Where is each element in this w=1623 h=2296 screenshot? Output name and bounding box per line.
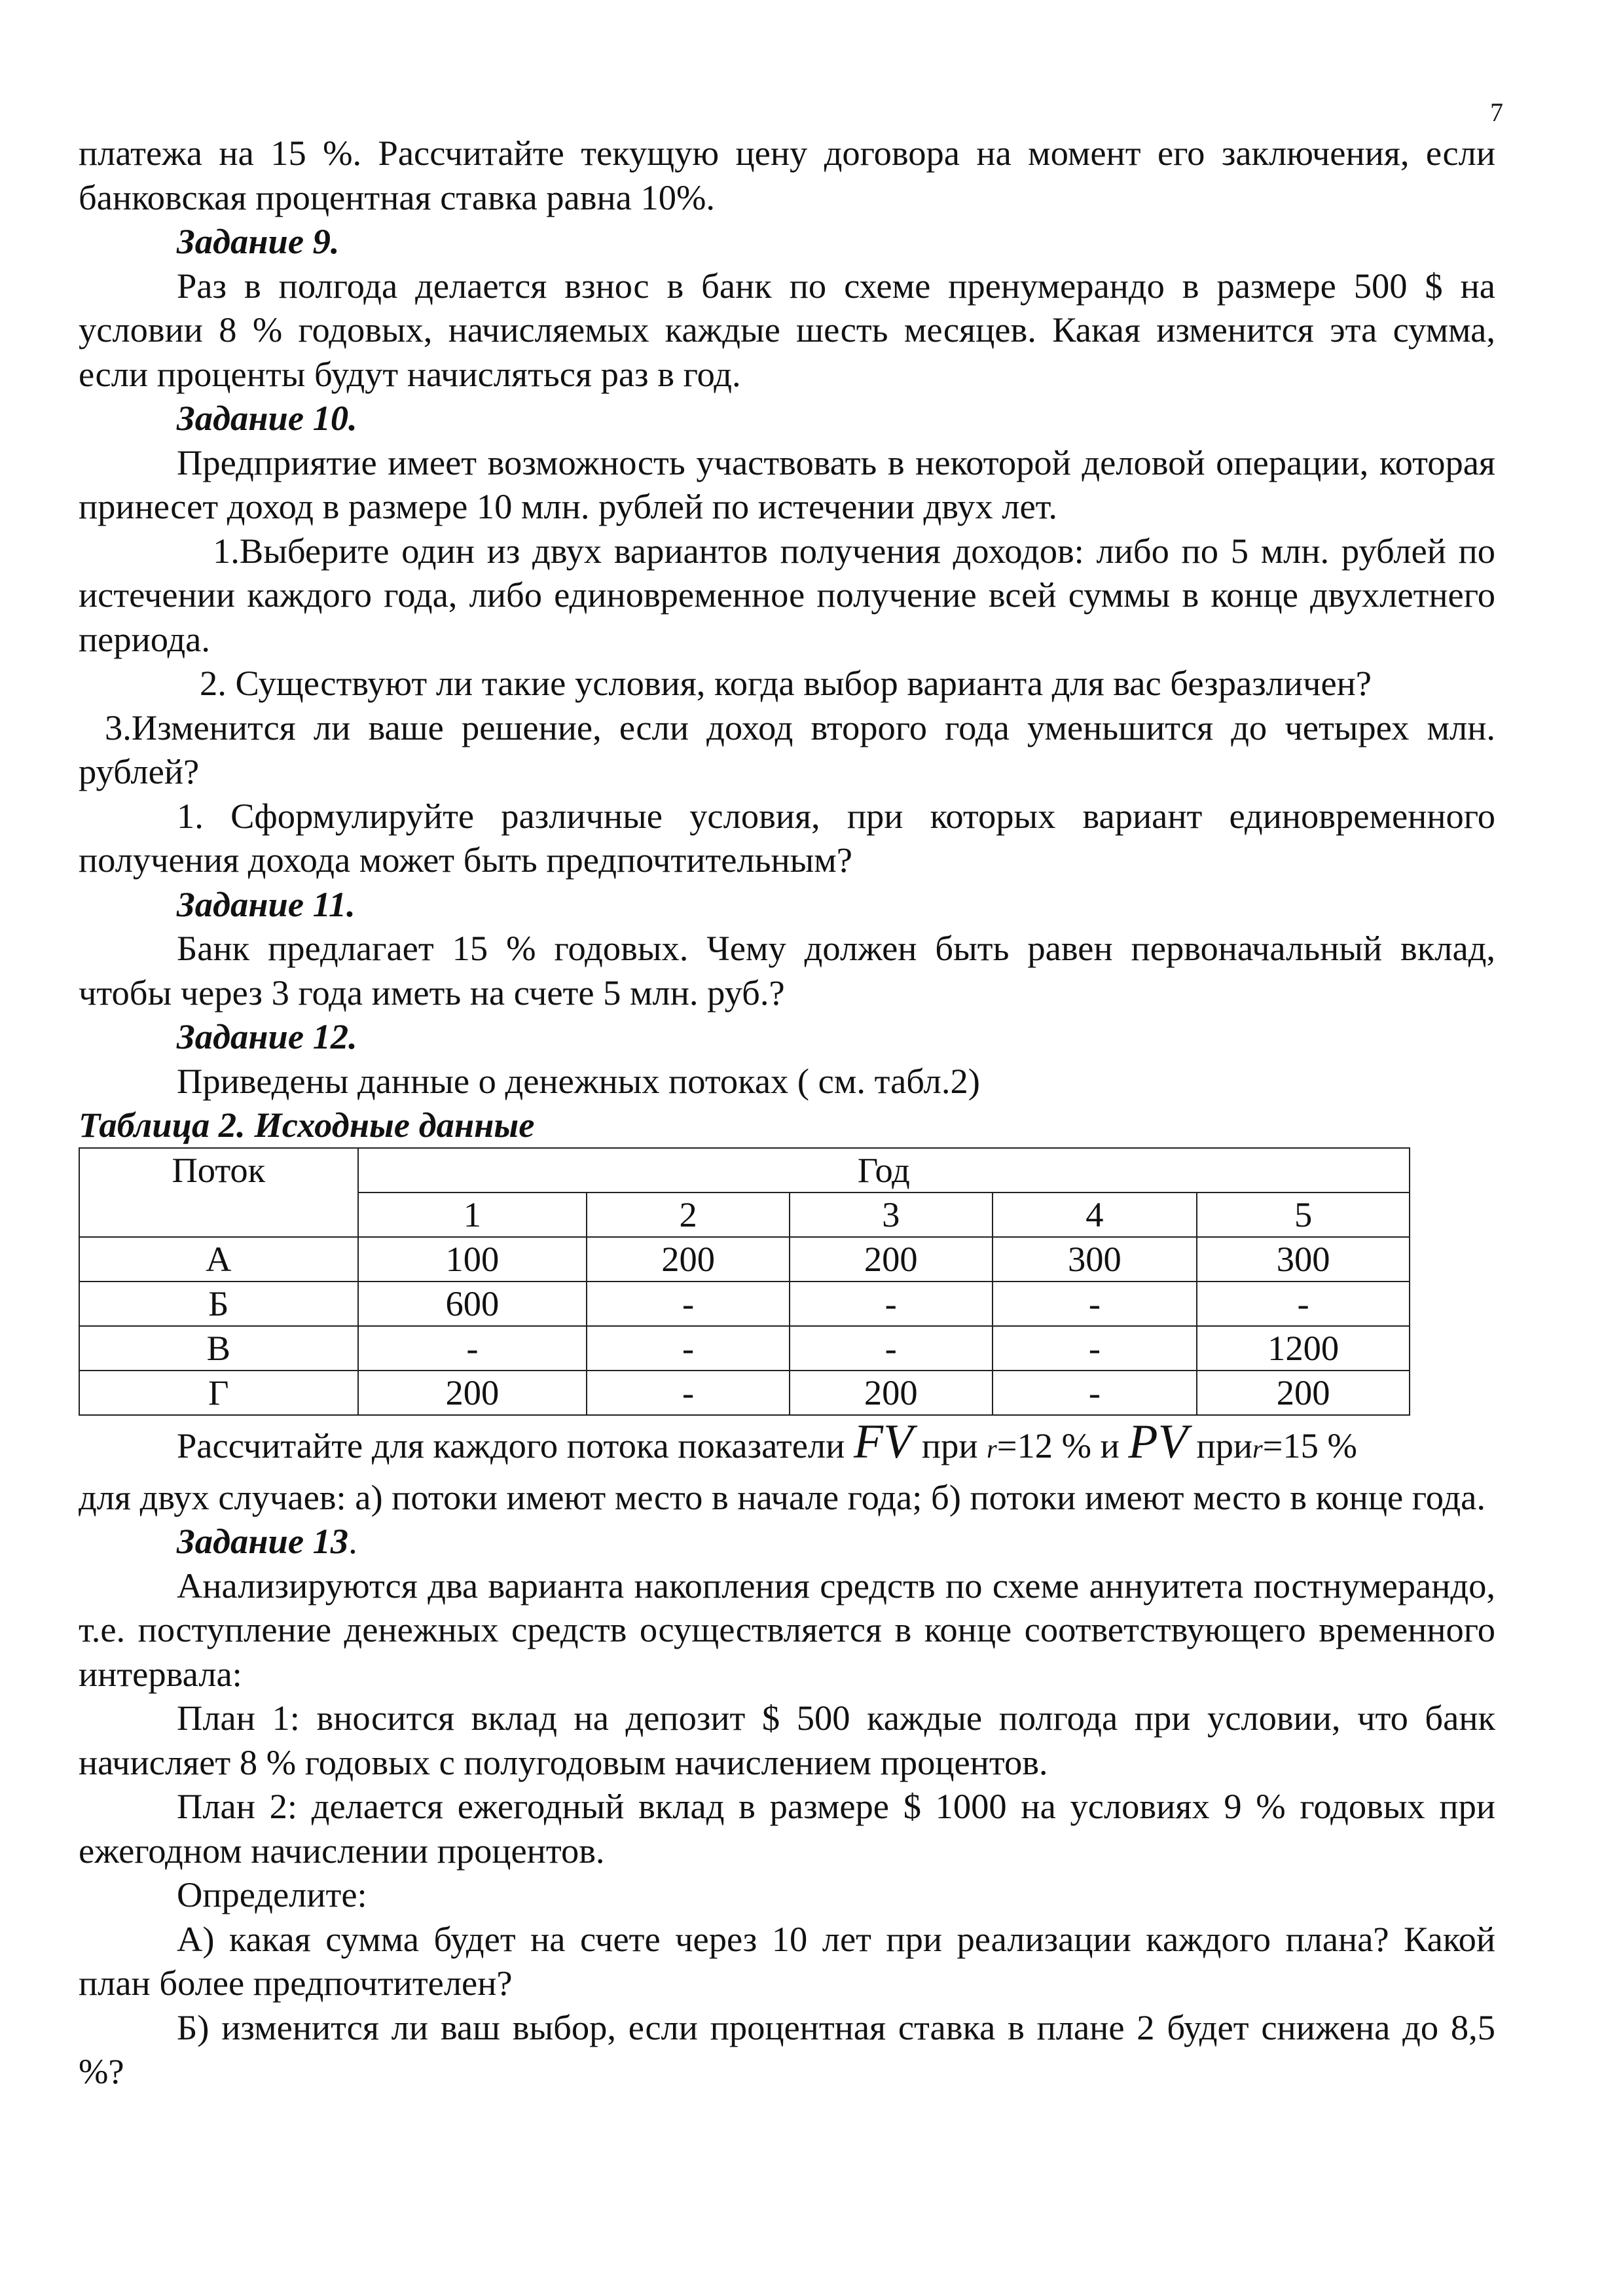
fv-symbol: FV: [853, 1414, 913, 1469]
task-10-text: Предприятие имеет возможность участвовать в некоторой деловой операции, которая принесет доход в размере 10 млн. рублей по истечении двух лет.: [79, 442, 1495, 526]
task-10-question-1: 1.Выберите один из двух вариантов получения доходов: либо по 5 млн. рублей по истечении каждого года, либо единовременное получение всей суммы в конце двухлетнего периода.: [79, 530, 1495, 659]
flow-header-cell: Поток: [79, 1148, 358, 1237]
task-11-title: Задание 11.: [177, 884, 356, 924]
table-row: [79, 1326, 1410, 1371]
rate-text: =15 %: [1262, 1425, 1357, 1465]
year-cell: 3: [790, 1193, 993, 1237]
table-cell: 200: [587, 1237, 790, 1282]
table-cell: 200: [358, 1371, 587, 1415]
task-11-text: Банк предлагает 15 % годовых. Чему должен быть равен первоначальный вклад, чтобы через 3 года иметь на счете 5 млн. руб.?: [79, 928, 1495, 1013]
table-cell: -: [993, 1371, 1197, 1415]
table-cell: 200: [790, 1371, 993, 1415]
year-header-cell: Год: [358, 1148, 1410, 1193]
r-symbol: r: [987, 1433, 997, 1463]
table-cell: 200: [790, 1237, 993, 1282]
year-cell: 1: [358, 1193, 587, 1237]
year-cell: 5: [1197, 1193, 1410, 1237]
task-13-define: Определите:: [177, 1874, 367, 1914]
task-10-title: Задание 10.: [177, 398, 357, 438]
page-content: [79, 131, 1495, 2094]
year-cell: 4: [993, 1193, 1197, 1237]
table-caption: Таблица 2. Исходные данные: [79, 1105, 535, 1145]
task-9-text: Раз в полгода делается взнос в банк по схеме пренумерандо в размере 500 $ на условии 8 % годовых, начисляемых каждые шесть месяцев. Какая изменится эта сумма, если проценты будут начисляться раз в год.: [79, 265, 1495, 394]
table-cell: -: [790, 1282, 993, 1326]
table-cell: -: [587, 1282, 790, 1326]
calc-text: Рассчитайте для каждого потока показатели: [177, 1425, 845, 1465]
task-13-title-text: Задание 13: [177, 1521, 349, 1561]
table-cell: 1200: [1197, 1326, 1410, 1371]
table-cell: -: [587, 1326, 790, 1371]
intro-paragraph: платежа на 15 %. Рассчитайте текущую цену договора на момент его заключения, если банковская процентная ставка равна 10%.: [79, 133, 1495, 217]
table-cell: 300: [1197, 1237, 1410, 1282]
task-12-cases: для двух случаев: а) потоки имеют место в начале года; б) потоки имеют место в конце года.: [79, 1477, 1486, 1517]
task-10-question-2: 2. Существуют ли такие условия, когда выбор варианта для вас безразличен?: [200, 663, 1372, 703]
table-cell: -: [790, 1326, 993, 1371]
page-number: 7: [1490, 98, 1503, 127]
pri-text: при: [1196, 1425, 1253, 1465]
table-cell: 200: [1197, 1371, 1410, 1415]
rate-text: =12 % и: [996, 1425, 1120, 1465]
flow-name-cell: Г: [79, 1371, 358, 1415]
flow-name-cell: В: [79, 1326, 358, 1371]
task-10-question-4: 1. Сформулируйте различные условия, при которых вариант единовременного получения дохода может быть предпочтительным?: [79, 795, 1495, 880]
r-symbol: r: [1252, 1433, 1263, 1463]
table-row: [79, 1371, 1410, 1415]
task-9-title: Задание 9.: [177, 221, 340, 261]
flow-name-cell: Б: [79, 1282, 358, 1326]
table-cell: -: [993, 1282, 1197, 1326]
pv-symbol: PV: [1128, 1414, 1188, 1469]
year-cell: 2: [587, 1193, 790, 1237]
pri-text: при: [921, 1425, 978, 1465]
table-cell: -: [358, 1326, 587, 1371]
task-12-calc-line: [79, 1416, 1495, 1475]
table-header-row: [79, 1148, 1410, 1193]
task-13-text: Анализируются два варианта накопления средств по схеме аннуитета постнумерандо, т.е. поступление денежных средств осуществляется в конце соответствующего временного интервала:: [79, 1565, 1495, 1694]
flow-name-cell: А: [79, 1237, 358, 1282]
table-cell: 300: [993, 1237, 1197, 1282]
table-row: [79, 1282, 1410, 1326]
task-13-plan-2: План 2: делается ежегодный вклад в размере $ 1000 на условиях 9 % годовых при ежегодном начислении процентов.: [79, 1786, 1495, 1871]
table-cell: 600: [358, 1282, 587, 1326]
task-12-title: Задание 12.: [177, 1016, 357, 1056]
table-cell: -: [993, 1326, 1197, 1371]
task-10-question-3: 3.Изменится ли ваше решение, если доход второго года уменьшится до четырех млн. рублей?: [79, 707, 1495, 791]
table-row: [79, 1237, 1410, 1282]
table-cell: 100: [358, 1237, 587, 1282]
cash-flow-table: [79, 1147, 1410, 1416]
task-13-question-b: Б) изменится ли ваш выбор, если процентная ставка в плане 2 будет снижена до 8,5 %?: [79, 2007, 1495, 2091]
task-13-question-a: А) какая сумма будет на счете через 10 лет при реализации каждого плана? Какой план более предпочтителен?: [79, 1918, 1495, 2003]
table-cell: -: [587, 1371, 790, 1415]
task-13-plan-1: План 1: вносится вклад на депозит $ 500 каждые полгода при условии, что банк начисляет 8 % годовых с полугодовым начислением процентов.: [79, 1698, 1495, 1782]
table-cell: -: [1197, 1282, 1410, 1326]
task-13-title: [79, 1519, 1495, 1564]
task-12-text: Приведены данные о денежных потоках ( см. табл.2): [177, 1060, 980, 1101]
task-13-title-dot: .: [348, 1521, 357, 1561]
